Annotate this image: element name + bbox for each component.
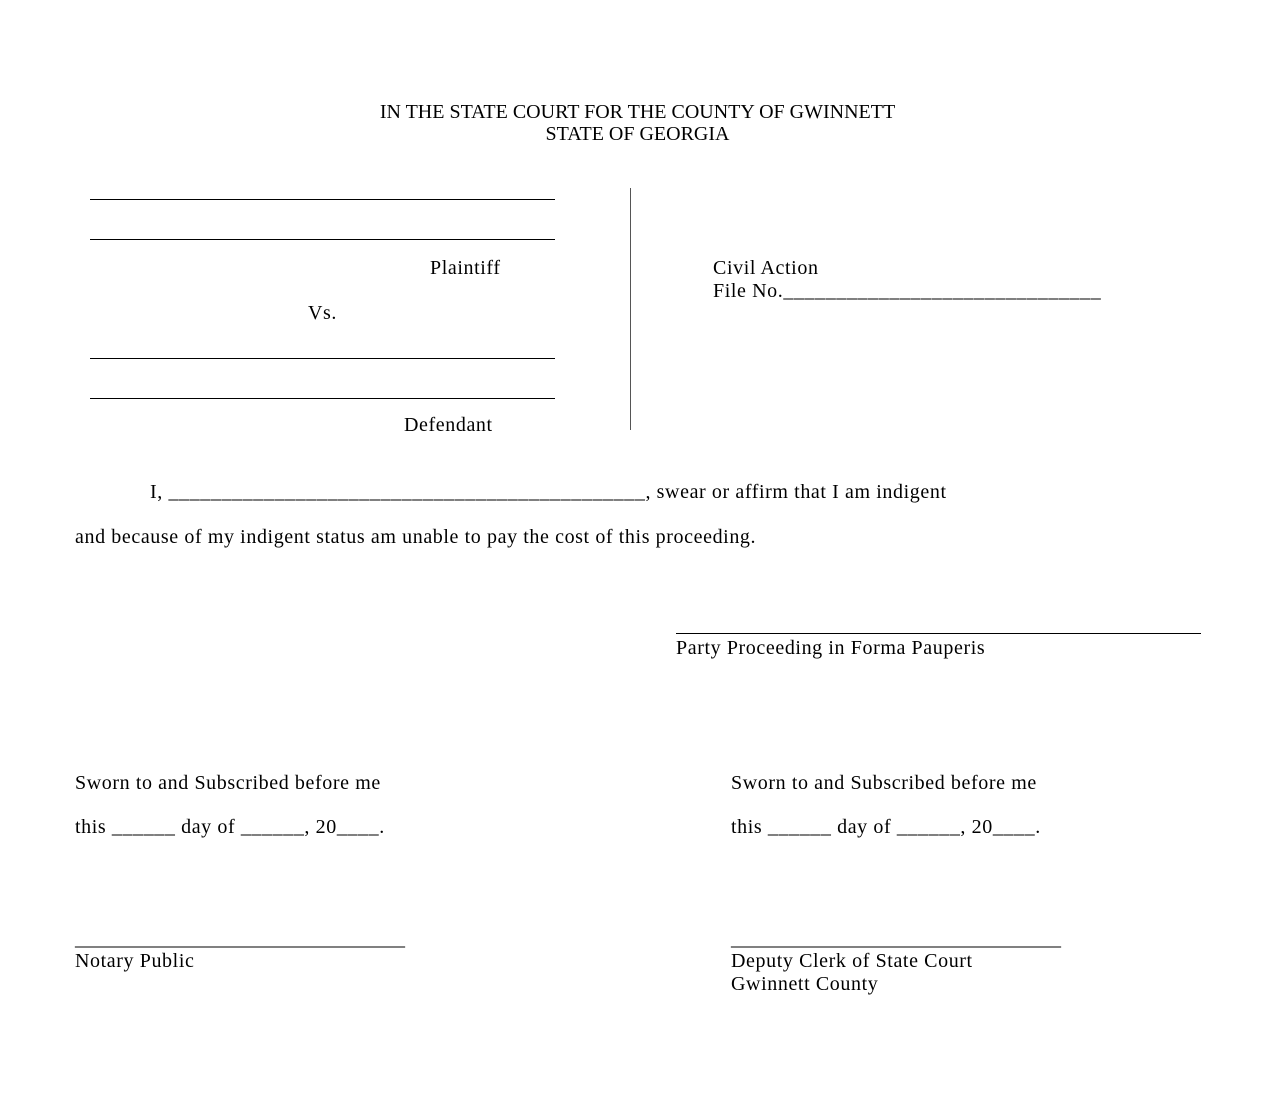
indigence-statement: and because of my indigent status am unable to pay the cost of this proceeding. bbox=[75, 526, 757, 548]
state-heading: STATE OF GEORGIA bbox=[545, 123, 730, 145]
clerk-county: Gwinnett County bbox=[731, 973, 879, 995]
plaintiff-name-line-2[interactable] bbox=[90, 239, 555, 240]
notary-signature-line[interactable]: _________________________________ bbox=[75, 928, 405, 950]
clerk-signature-line[interactable]: _________________________________ bbox=[731, 928, 1061, 950]
clerk-title: Deputy Clerk of State Court bbox=[731, 950, 973, 972]
civil-action-label: Civil Action bbox=[713, 257, 819, 279]
notary-title: Notary Public bbox=[75, 950, 195, 972]
notary-sworn-text: Sworn to and Subscribed before me bbox=[75, 772, 381, 794]
party-signature-label: Party Proceeding in Forma Pauperis bbox=[676, 637, 986, 659]
versus-label: Vs. bbox=[308, 302, 338, 324]
clerk-sworn-text: Sworn to and Subscribed before me bbox=[731, 772, 1037, 794]
file-number-field[interactable]: File No.______________________________ bbox=[713, 280, 1102, 302]
defendant-label: Defendant bbox=[404, 414, 493, 436]
court-name-heading: IN THE STATE COURT FOR THE COUNTY OF GWINNETT bbox=[379, 101, 896, 123]
caption-divider bbox=[630, 188, 631, 430]
plaintiff-label: Plaintiff bbox=[430, 257, 501, 279]
notary-date-line[interactable]: this ______ day of ______, 20____. bbox=[75, 816, 385, 838]
clerk-date-line[interactable]: this ______ day of ______, 20____. bbox=[731, 816, 1041, 838]
defendant-name-line-1[interactable] bbox=[90, 358, 555, 359]
party-signature-line[interactable] bbox=[676, 633, 1201, 634]
affiant-name-statement[interactable]: I, _____________________________________________, swear or affirm that I am indigent bbox=[150, 481, 947, 503]
defendant-name-line-2[interactable] bbox=[90, 398, 555, 399]
plaintiff-name-line-1[interactable] bbox=[90, 199, 555, 200]
